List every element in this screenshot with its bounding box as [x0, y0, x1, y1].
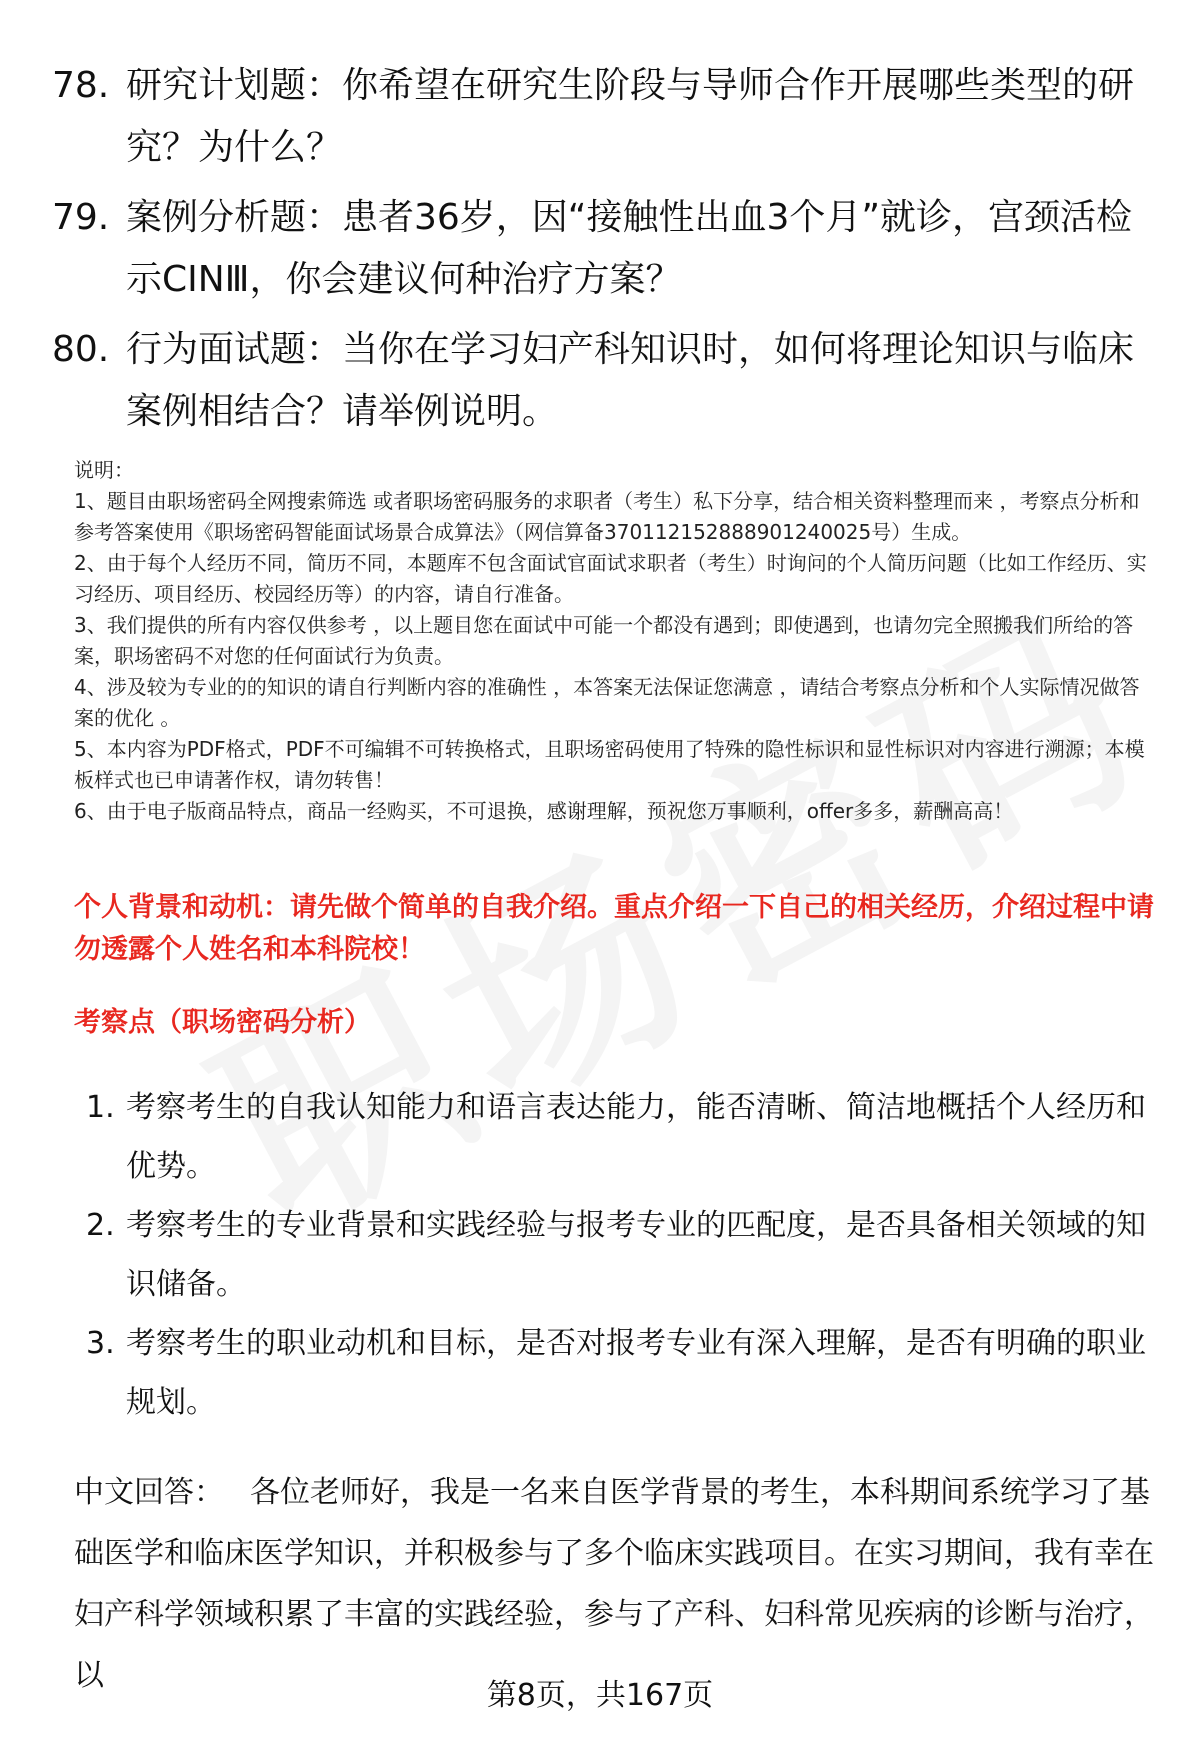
note-item: 6、由于电子版商品特点，商品一经购买，不可退换，感谢理解，预祝您万事顺利，offer多多，薪酬高高！: [74, 799, 1014, 823]
list-text: 考察考生的职业动机和目标，是否对报考专业有深入理解，是否有明确的职业规划。: [126, 1326, 1146, 1420]
list-text: 考察考生的专业背景和实践经验与报考专业的匹配度，是否具备相关领域的知识储备。: [126, 1208, 1146, 1302]
question-item: [52, 319, 1152, 443]
note-item: 3、我们提供的所有内容仅供参考 ，以上题目您在面试中可能一个都没有遇到；即使遇到，也请勿完全照搬我们所给的答案，职场密码不对您的任何面试行为负责。: [74, 613, 1134, 668]
question-number: 78.: [52, 65, 110, 106]
answer-text: 各位老师好，我是一名来自医学背景的考生，本科期间系统学习了基础医学和临床医学知识，并积极参与了多个临床实践项目。在实习期间，我有幸在妇产科学领域积累了丰富的实践经验，参与了产科、妇科常见疾病的诊断与治疗，以: [74, 1475, 1154, 1693]
section-subheading: 考察点（职场密码分析）: [74, 1007, 371, 1038]
list-number: 1.: [86, 1090, 115, 1125]
list-item: [86, 1078, 1166, 1196]
question-number: 79.: [52, 197, 110, 238]
note-item: 1、题目由职场密码全网搜索筛选 或者职场密码服务的求职者（考生）私下分享，结合相关资料整理而来 ，考察点分析和参考答案使用《职场密码智能面试场景合成算法》（网信算备370112152888901240025号）生成。: [74, 489, 1140, 544]
note-item: 4、涉及较为专业的的知识的请自行判断内容的准确性 ，本答案无法保证您满意 ，请结合考察点分析和个人实际情况做答案的优化 。: [74, 675, 1140, 730]
list-number: 3.: [86, 1326, 115, 1361]
note-item: 2、由于每个人经历不同，简历不同，本题库不包含面试官面试求职者（考生）时询问的个人简历问题（比如工作经历、实习经历、项目经历、校园经历等）的内容，请自行准备。: [74, 551, 1147, 606]
note-item: 5、本内容为PDF格式，PDF不可编辑不可转换格式，且职场密码使用了特殊的隐性标识和显性标识对内容进行溯源；本模板样式也已申请著作权，请勿转售！: [74, 737, 1145, 792]
notes-block: [74, 455, 1154, 827]
list-number: 2.: [86, 1208, 115, 1243]
section-heading: 个人背景和动机：请先做个简单的自我介绍。重点介绍一下自己的相关经历，介绍过程中请勿透露个人姓名和本科院校！: [74, 892, 1154, 965]
question-number: 80.: [52, 329, 110, 370]
question-text: 案例分析题：患者36岁，因“接触性出血3个月”就诊，宫颈活检示CINⅢ，你会建议何种治疗方案？: [126, 197, 1133, 300]
examined-points-list: [86, 1078, 1166, 1432]
notes-title: 说明：: [74, 458, 134, 482]
list-item: [86, 1314, 1166, 1432]
list-text: 考察考生的自我认知能力和语言表达能力，能否清晰、简洁地概括个人经历和优势。: [126, 1090, 1146, 1184]
question-item: [52, 55, 1152, 179]
answer-label: 中文回答：: [74, 1475, 224, 1510]
answer-paragraph: [74, 1462, 1162, 1706]
list-item: [86, 1196, 1166, 1314]
page-number: 第8页，共167页: [486, 1678, 714, 1713]
question-text: 行为面试题：当你在学习妇产科知识时，如何将理论知识与临床案例相结合？请举例说明。: [126, 329, 1135, 432]
question-list: [52, 55, 1152, 451]
question-text: 研究计划题：你希望在研究生阶段与导师合作开展哪些类型的研究？为什么？: [126, 65, 1135, 168]
question-item: [52, 187, 1152, 311]
